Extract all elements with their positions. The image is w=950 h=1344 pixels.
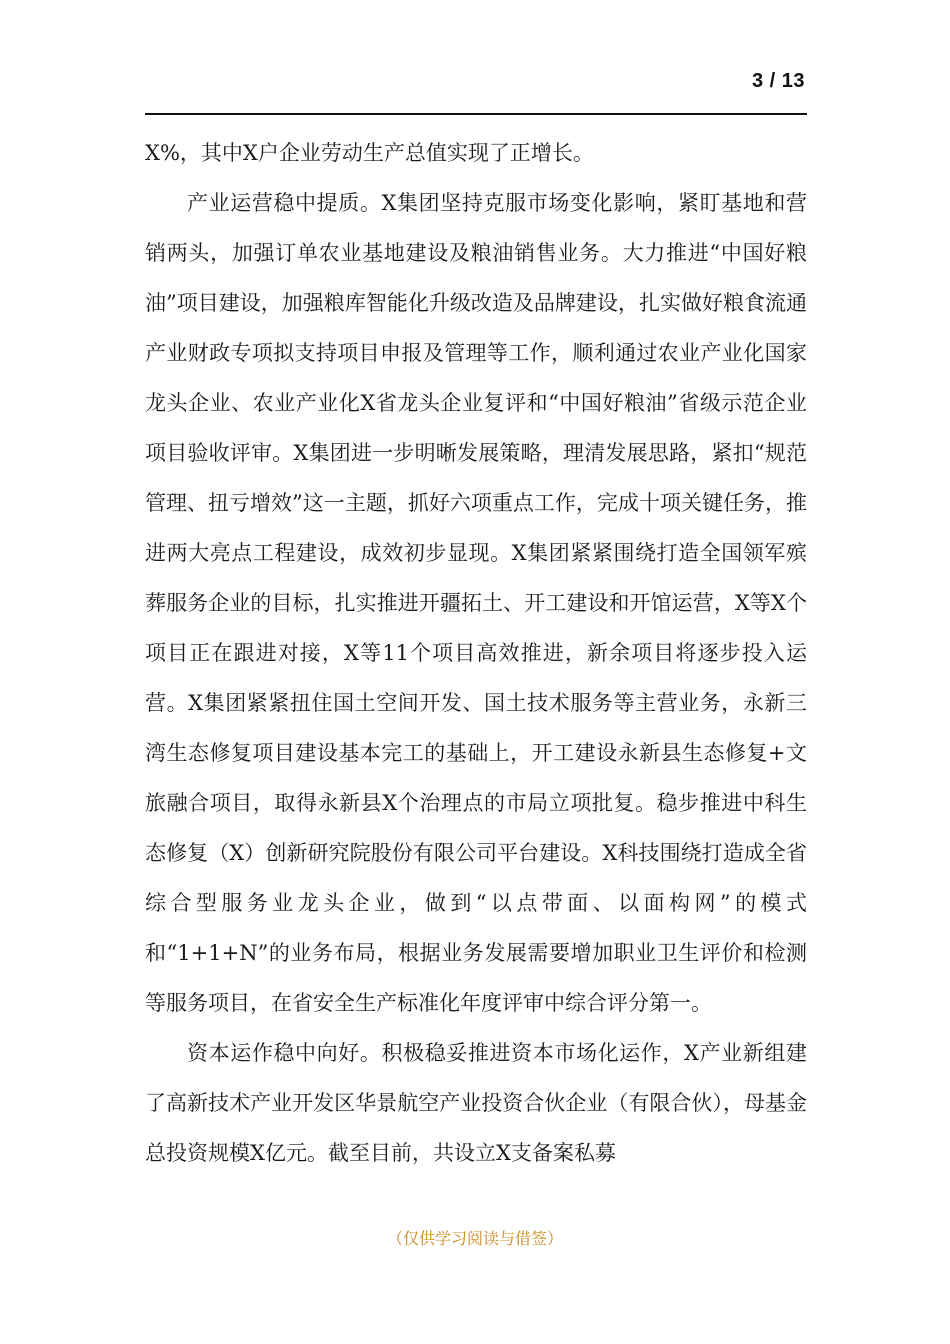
paragraph-continuation: X%，其中X户企业劳动生产总值实现了正增长。 [145, 141, 594, 165]
page-number: 3 / 13 [751, 70, 805, 92]
header-divider [145, 113, 807, 115]
paragraph-capital-operations: 资本运作稳中向好。积极稳妥推进资本市场化运作，X产业新组建了高新技术产业开发区华景航空产业投资合伙企业（有限合伙），母基金总投资规模X亿元。截至目前，共设立X支备案私募 [145, 1041, 807, 1165]
document-body [145, 128, 807, 1178]
paragraph-industry-operations: 产业运营稳中提质。X集团坚持克服市场变化影响，紧盯基地和营销两头，加强订单农业基地建设及粮油销售业务。大力推进“中国好粮油”项目建设，加强粮库智能化升级改造及品牌建设，扎实做好粮食流通产业财政专项拟支持项目申报及管理等工作，顺利通过农业产业化国家龙头企业、农业产业化X省龙头企业复评和“中国好粮油”省级示范企业项目验收评审。X集团进一步明晰发展策略，理清发展思路，紧扣“规范管理、扭亏增效”这一主题，抓好六项重点工作，完成十项关键任务，推进两大亮点工程建设，成效初步显现。X集团紧紧围绕打造全国领军殡葬服务企业的目标，扎实推进开疆拓土、开工建设和开馆运营，X等X个项目正在跟进对接，X等11个项目高效推进，新余项目将逐步投入运营。X集团紧紧扭住国土空间开发、国土技术服务等主营业务，永新三湾生态修复项目建设基本完工的基础上，开工建设永新县生态修复+文旅融合项目，取得永新县X个治理点的市局立项批复。稳步推进中科生态修复（X）创新研究院股份有限公司平台建设。X科技围绕打造成全省综合型服务业龙头企业，做到“以点带面、以面构网”的模式和“1+1+N”的业务布局，根据业务发展需要增加职业卫生评价和检测等服务项目，在省安全生产标准化年度评审中综合评分第一。 [145, 191, 807, 1015]
footer-note: （仅供学习阅读与借签） [386, 1229, 563, 1248]
